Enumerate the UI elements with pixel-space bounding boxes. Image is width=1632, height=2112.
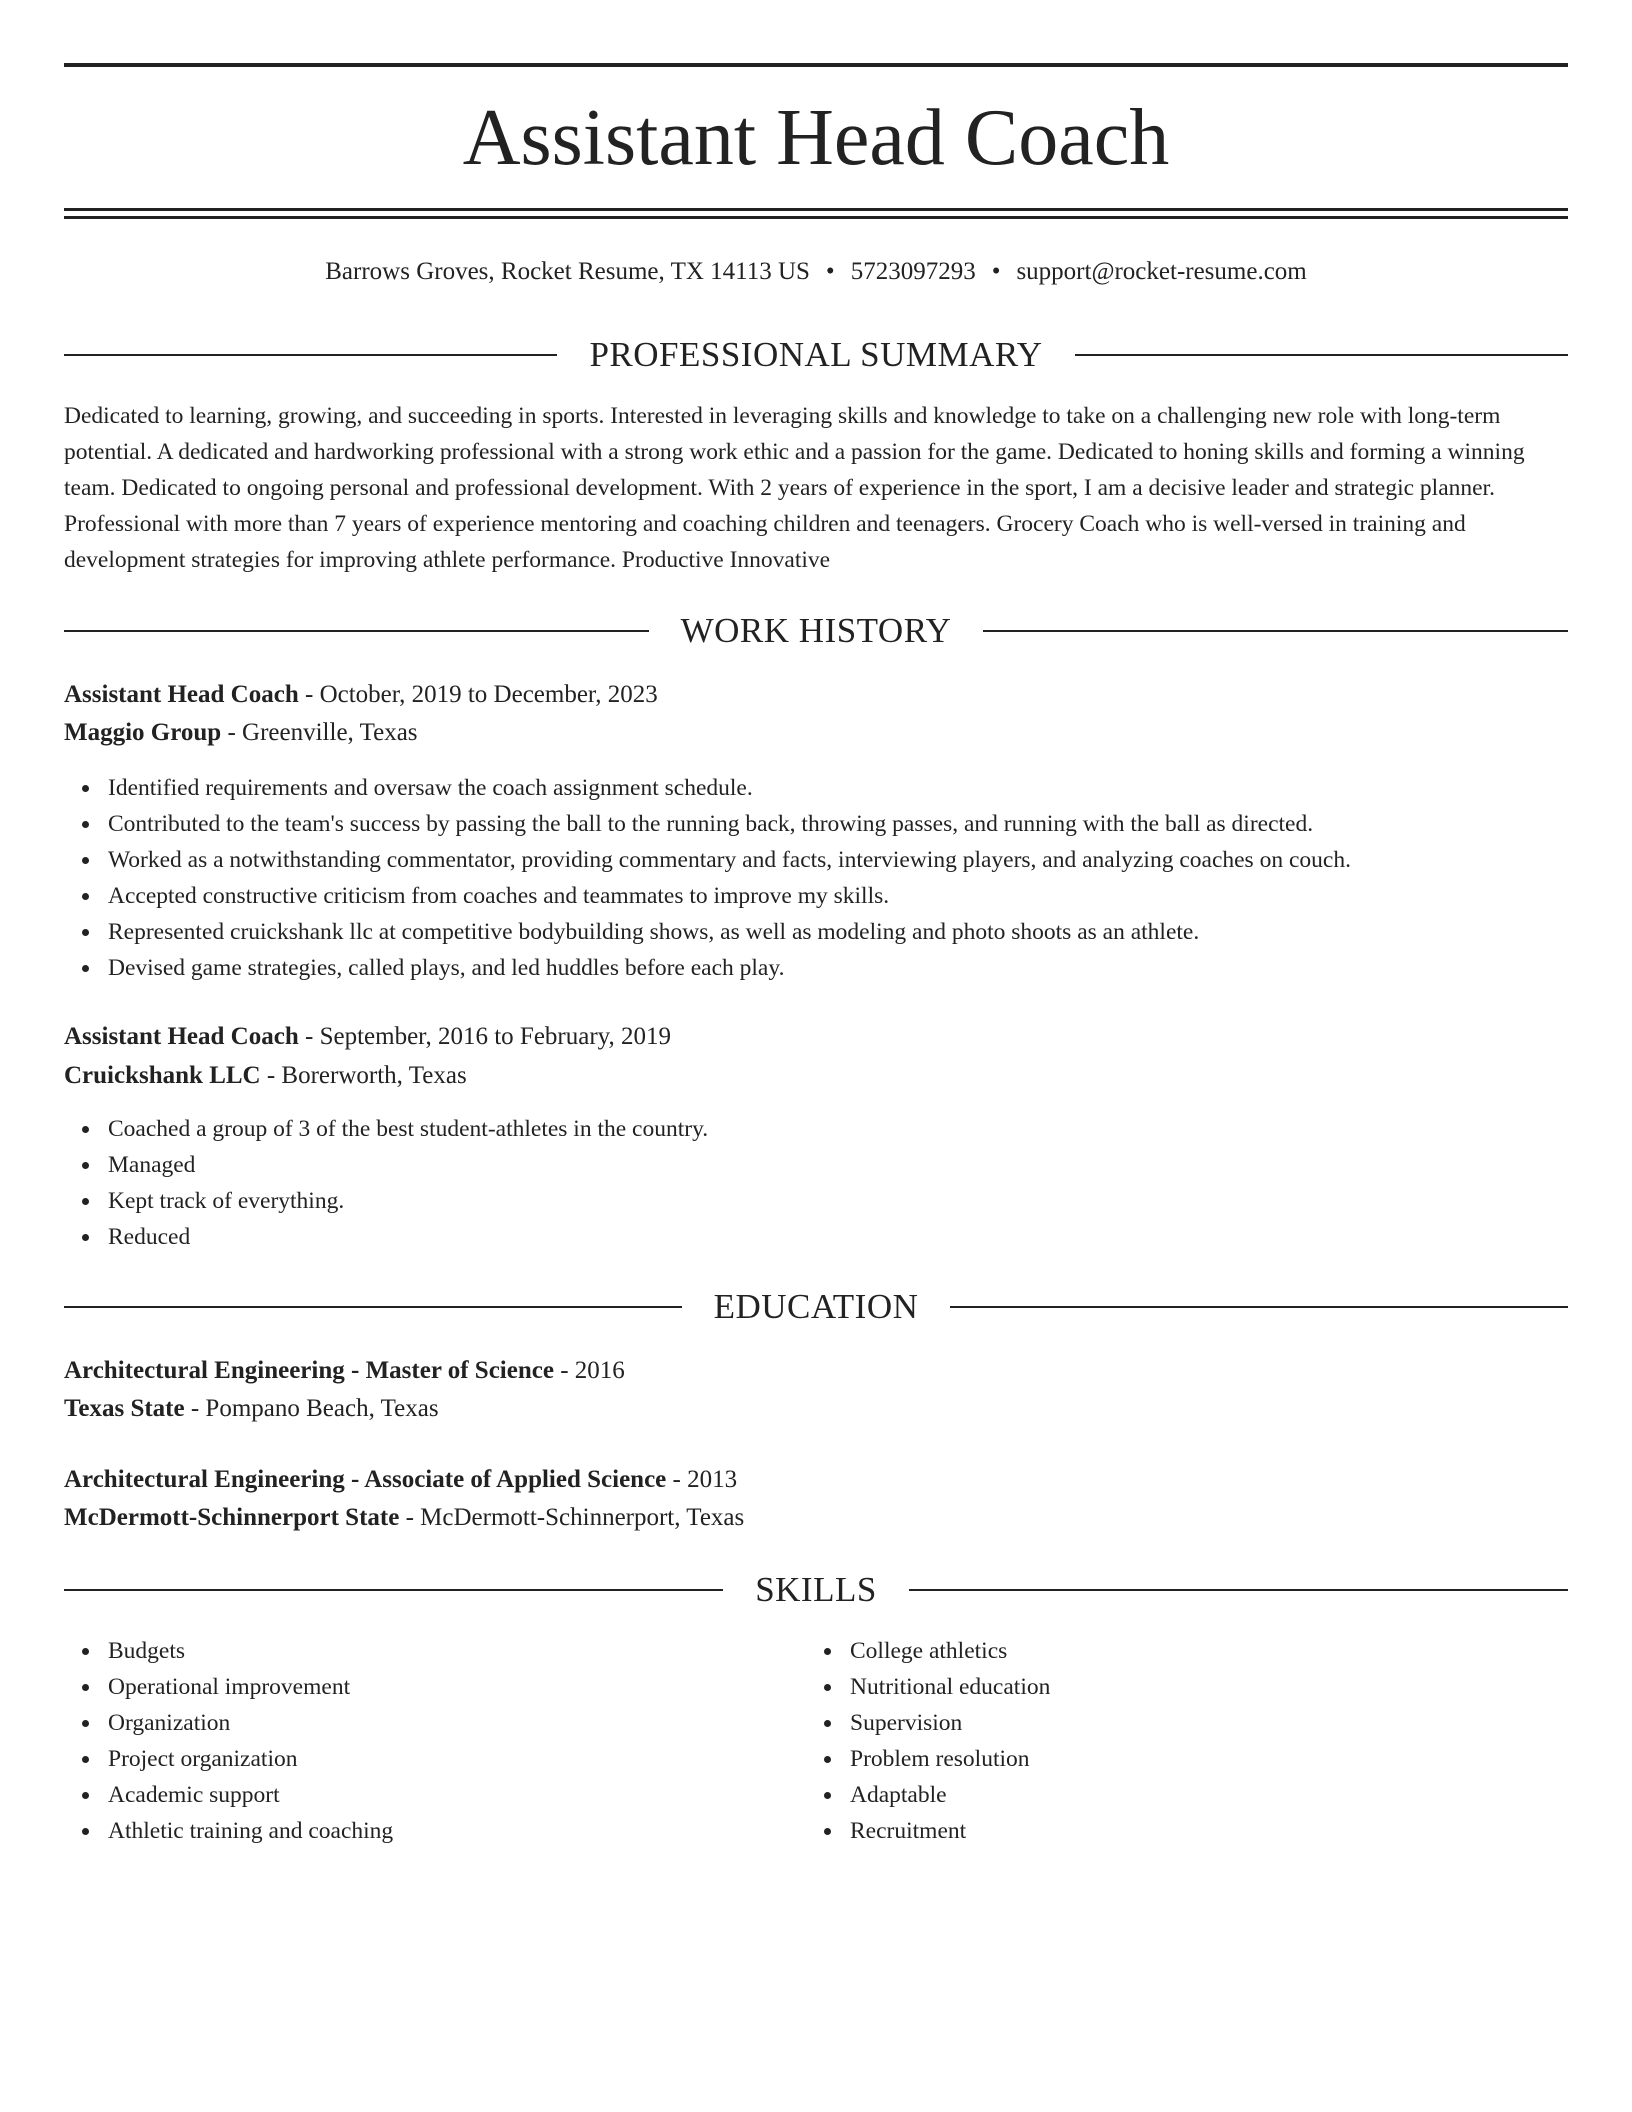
job-dates: - September, 2016 to February, 2019 [298,1023,672,1050]
contact-address: Barrows Groves, Rocket Resume, TX 14113 US [325,258,810,285]
skills-list-right [806,1633,1506,1849]
contact-line [64,252,1568,292]
list-item: Managed [64,1147,1568,1183]
heading-rule-left [64,1306,682,1308]
education-degree-line [64,1352,1568,1390]
section-heading-label: WORK HISTORY [680,611,952,650]
heading-rule-right [909,1589,1568,1591]
section-heading-skills [64,1568,1568,1612]
skill-item: Organization [64,1705,764,1741]
skill-item: Academic support [64,1777,764,1813]
education-degree-line [64,1461,1568,1499]
skill-item: Problem resolution [806,1741,1506,1777]
job-company-line [64,1057,1568,1095]
section-heading-label: EDUCATION [713,1287,919,1326]
list-item: Accepted constructive criticism from coaches and teammates to improve my skills. [64,878,1568,914]
education-location: - Pompano Beach, Texas [184,1395,439,1422]
job-title: Assistant Head Coach [64,1023,299,1050]
skill-item: College athletics [806,1633,1506,1669]
heading-rule-left [64,630,649,632]
heading-rule-right [950,1306,1568,1308]
list-item: Contributed to the team's success by passing the ball to the running back, throwing passes, and running with the ball as directed. [64,806,1568,842]
list-item: Worked as a notwithstanding commentator, providing commentary and facts, interviewing players, and analyzing coaches on couch. [64,842,1568,878]
section-heading-summary [64,333,1568,377]
skill-item: Budgets [64,1633,764,1669]
skill-item: Project organization [64,1741,764,1777]
section-heading-label: SKILLS [755,1570,877,1609]
section-heading-education [64,1285,1568,1329]
job-bullets [64,1111,1568,1255]
summary-text: Dedicated to learning, growing, and succeeding in sports. Interested in leveraging skills and knowledge to take on a challenging new role with long-term potential. A dedicated and hardworking professional with a strong work ethic and a passion for the game. Dedicated to honing skills and forming a winning team. Dedicated to ongoing personal and professional development. With 2 years of experience in the sport, I am a decisive leader and strategic planner. Professional with more than 7 years of experience mentoring and coaching children and teenagers. Grocery Coach who is well-versed in training and development strategies for improving athlete performance. Productive Innovative [64,403,1525,573]
job-location: - Borerworth, Texas [260,1062,467,1089]
section-heading-work [64,609,1568,653]
education-location: - McDermott-Schinnerport, Texas [399,1504,745,1531]
skill-item: Adaptable [806,1777,1506,1813]
heading-rule-right [983,630,1568,632]
contact-phone: 5723097293 [850,258,976,285]
job-location: - Greenville, Texas [221,719,418,746]
list-item: Coached a group of 3 of the best student-athletes in the country. [64,1111,1568,1147]
job-company: Maggio Group [64,719,222,746]
education-school: Texas State [64,1395,185,1422]
list-item: Identified requirements and oversaw the coach assignment schedule. [64,770,1568,806]
section-heading-label: PROFESSIONAL SUMMARY [589,335,1043,374]
contact-separator: • [825,258,835,285]
heading-rule-left [64,354,557,356]
education-school-line [64,1499,1568,1537]
education-school-line [64,1390,1568,1428]
job-bullets [64,770,1568,986]
list-item: Kept track of everything. [64,1183,1568,1219]
skill-item: Athletic training and coaching [64,1813,764,1849]
education-year: - 2013 [666,1466,738,1493]
job-title-line [64,1018,1568,1056]
job-title-line [64,676,1568,714]
skill-item: Supervision [806,1705,1506,1741]
contact-email: support@rocket-resume.com [1016,258,1307,285]
education-degree: Architectural Engineering - Associate of Applied Science [64,1466,667,1493]
list-item: Devised game strategies, called plays, and led huddles before each play. [64,950,1568,986]
education-degree: Architectural Engineering - Master of Science [64,1357,554,1384]
top-rule [64,63,1568,67]
skill-item: Operational improvement [64,1669,764,1705]
education-year: - 2016 [553,1357,625,1384]
heading-rule-left [64,1589,723,1591]
header-rule-lower [64,216,1568,219]
heading-rule-right [1075,354,1568,356]
contact-separator: • [991,258,1001,285]
skills-list-left [64,1633,764,1849]
resume-title: Assistant Head Coach [462,94,1170,182]
job-title: Assistant Head Coach [64,681,299,708]
skill-item: Nutritional education [806,1669,1506,1705]
job-dates: - October, 2019 to December, 2023 [298,681,658,708]
skill-item: Recruitment [806,1813,1506,1849]
education-school: McDermott-Schinnerport State [64,1504,400,1531]
header-rule-upper [64,208,1568,211]
job-company: Cruickshank LLC [64,1062,261,1089]
list-item: Reduced [64,1219,1568,1255]
list-item: Represented cruickshank llc at competitive bodybuilding shows, as well as modeling and photo shoots as an athlete. [64,914,1568,950]
job-company-line [64,714,1568,752]
